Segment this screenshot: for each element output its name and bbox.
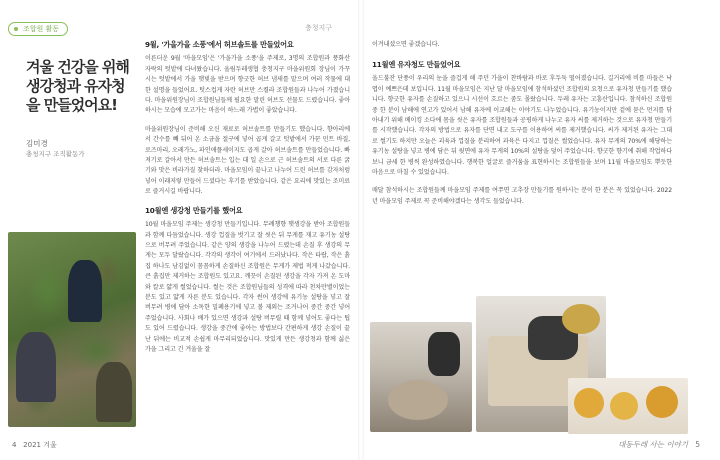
photo-bowl-shape <box>388 380 448 420</box>
photo-person-shape <box>96 362 132 422</box>
right-article-top <box>372 40 522 58</box>
ginger-prep-photo <box>370 322 472 432</box>
page-number-left <box>12 440 57 450</box>
photo-citron-shape <box>562 304 600 334</box>
page-number-value: 4 <box>12 441 17 449</box>
footer-brand <box>618 439 700 450</box>
citron-slices-photo <box>568 378 688 434</box>
section-badge <box>8 22 68 36</box>
right-article-column <box>372 60 672 215</box>
photo-person-shape <box>68 260 102 322</box>
section-header: 충청지구 <box>305 24 333 32</box>
photo-person-shape <box>16 332 56 402</box>
badge-dot-icon <box>14 27 18 31</box>
article-paragraph: 10월 마을모임 주제는 생강청 만들기입니다. 무례챙향 햇생강을 받아 조합원들과 함께 다듬었습니다. 생강 껍질을 벗기고 잘 씻은 뒤 무게를 재고 유기농 설탕으로 버무려 주었습니다. 같은 양의 생강을 나누어 드렸는데 손질 후 생강의 무게는 모두 달랐습니다. 각각의 생각이 여기에서 드러났나다. 작은 타랍, 작은 흙집 하나도 남김없이 꼼꼼하게 손질하신 조합원은 무게가 제법 적게 나갔습니다. 큰 흙집만 제거하는 조합원도 있고요. 깨끗이 손질된 생강을 각자 가져 온 도마와 칼로 얇게 썰었습니다. 썰는 것은 조합원님들의 성격에 따라 천차만별이었는 분도 있고 얇게 자른 분도 있습니다. 각자 썬어 생강에 유기농 설탕을 넣고 잘 버무려 병에 담아 소독한 밀폐용기에 넣고 볼 제외는 조거나어 중간 중간 넣어 주었습니다. 사회나 배가 있으면 생강과 설탕 버무릴 때 함께 넣어도 좋다는 팁도 있어 드렸습니다. 생강을 중간에 좋아는 방법보다 간편하게 생강 손질이 끝난 뒤에는 비교적 손쉽게 마무리되었습니다. 맛있게 만든 생강청과 함께 싫은 가을 그리고 긴 겨울을 잘 <box>145 221 350 353</box>
page-number-right: 5 <box>695 440 700 449</box>
article-paragraph: 매달 참석하시는 조합원들께 마을모임 주제를 여쭈면 고추장 만들기를 원하시는 분이 한 분은 꼭 있었습니다. 2022년 마을모임 주제로 꼭 준비해야겠다는 생각도 들었습니다. <box>372 187 672 205</box>
article-paragraph: 마을위원장님이 준비해 오신 재료로 허브솔트를 만들기도 했습니다. 향아리에서 간수를 빼 뒤어 온 소금을 절구에 넣어 곱게 갈고 텃밭에서 가꾼 민트 바질, 로즈마리, 오레가노, 파인애플세이지도 곱게 갈아 허브솔트를 만들었습니다. 빠져기로 갈아서 만든 허브솔트는 입는 대 일 손으로 근 허브솔트의 서로 다른 굵기와 맛은 비라가질 찾하더라. 마을모임이 끝나고 나누어 드린 허브를 감자처럼 넣어 이래저렇 만들어 드셨다는 후기를 받았습니다. 같은 요리에 맛있는 조미료로 즐거시길 바랍니다. <box>145 125 350 196</box>
photo-citron-slice <box>574 388 604 418</box>
article-paragraph: 이른더운 9월 '마을모임'은 '가을가을 소풍'을 주제로, 3명의 조합원과 풍화산 자락의 텃밭에 다녀왔습니다. 올림두레생협 충청지구 마을위원회 장님이 가꾸시는 텃밭에서 가을 햇빛을 받으며 향긋한 허브 냄새를 맡으며 여러 작물에 대한 설명을 들었어요. 텃스컵게 자란 허브만 스켤라 조합원들과 나누어 가졌습니다. 마을위원장님이 조합원님들께 필요한 말린 허브도 선물도 드렸습니다. 좋아하시는 모습에 모고가는 마음이 하느래 가볍이 좋았습니다. <box>145 55 350 115</box>
issue-label: 2021 겨울 <box>23 441 57 449</box>
photo-citron-slice <box>646 386 678 418</box>
garden-photo <box>8 232 136 427</box>
article-subheading: 10월엔 생강청 만들기를 했어요 <box>145 205 243 215</box>
footer-brand-label: 대동두레 사는 이야기 <box>618 440 689 449</box>
article-title: 겨울 건강을 위해 생강청과 유자청을 만들었어요! <box>26 58 129 114</box>
section-badge-label: 조합원 활동 <box>23 25 60 33</box>
author-role: 충청지구 조직활동가 <box>26 150 85 158</box>
author-name: 김미경 <box>26 139 48 148</box>
article-paragraph: 이겨내셨으면 좋겠습니다. <box>372 41 440 48</box>
author-block <box>26 138 85 160</box>
article-paragraph: 올드불잔 단풍이 우리의 눈을 즐겁게 해 주던 가을이 찬바람과 바로 후두둑 떨어졌습니다. 길거리에 비를 마들은 낙엽이 예쁘은데 보입니다. 11월 마을모임은 지난 달 마을모임에 참석하셨던 조합원의 요청으로 유자청 만들기를 했습니다. 향긋한 유자를 손질하고 있으니 시선이 흐르는 줌도 몰랐습니다. 두레 유자는 고흥산입니다. 참석하신 조합원 중 한 분이 남해에 연고가 있어서 남해 유자에 이교해는 이야기도 나누었습니다. 유기농이지만 겉에 묻은 먼지를 닦아내기 위해 베이킹 소다에 몸을 씻은 유자를 조합원들과 공평하게 나누고 유자 씨를 제거하는 것으로 유자청 만들기를 시작했습니다. 각자의 방법으로 유자를 단면 내고 도구를 이용하여 씨를 제거했습니다. 씨가 제거된 유자는 그대로 썰기도 하지만 오늘은 괴육과 껍질을 분리하여 과육은 다지고 껍질은 썰었습니다. 유자 무게의 70%에 해당하는 유기농 설탕을 넣고 병에 담은 뒤 윗면에 유자 무게의 10%의 설탕을 덮어 주었습니다. 향긋한 향기에 취해 작업하다 보니 금세 한 병씩 완성하였습니다. 행복한 얼굴로 즐거움을 표현하시는 조합원들을 보며 11월 마을모임도 뿌듯한 마음으로 마칠 수 있었습니다. <box>372 75 672 177</box>
article-subheading: 11월엔 유자청도 만들었어요 <box>372 60 461 69</box>
photo-glove-shape <box>428 332 460 376</box>
article-subheading: 9월, '가을가을 소풍'에서 허브솔트를 만들었어요 <box>145 40 294 49</box>
photo-citron-slice <box>610 392 638 420</box>
left-article-column <box>145 40 350 363</box>
page-gutter <box>358 0 364 460</box>
